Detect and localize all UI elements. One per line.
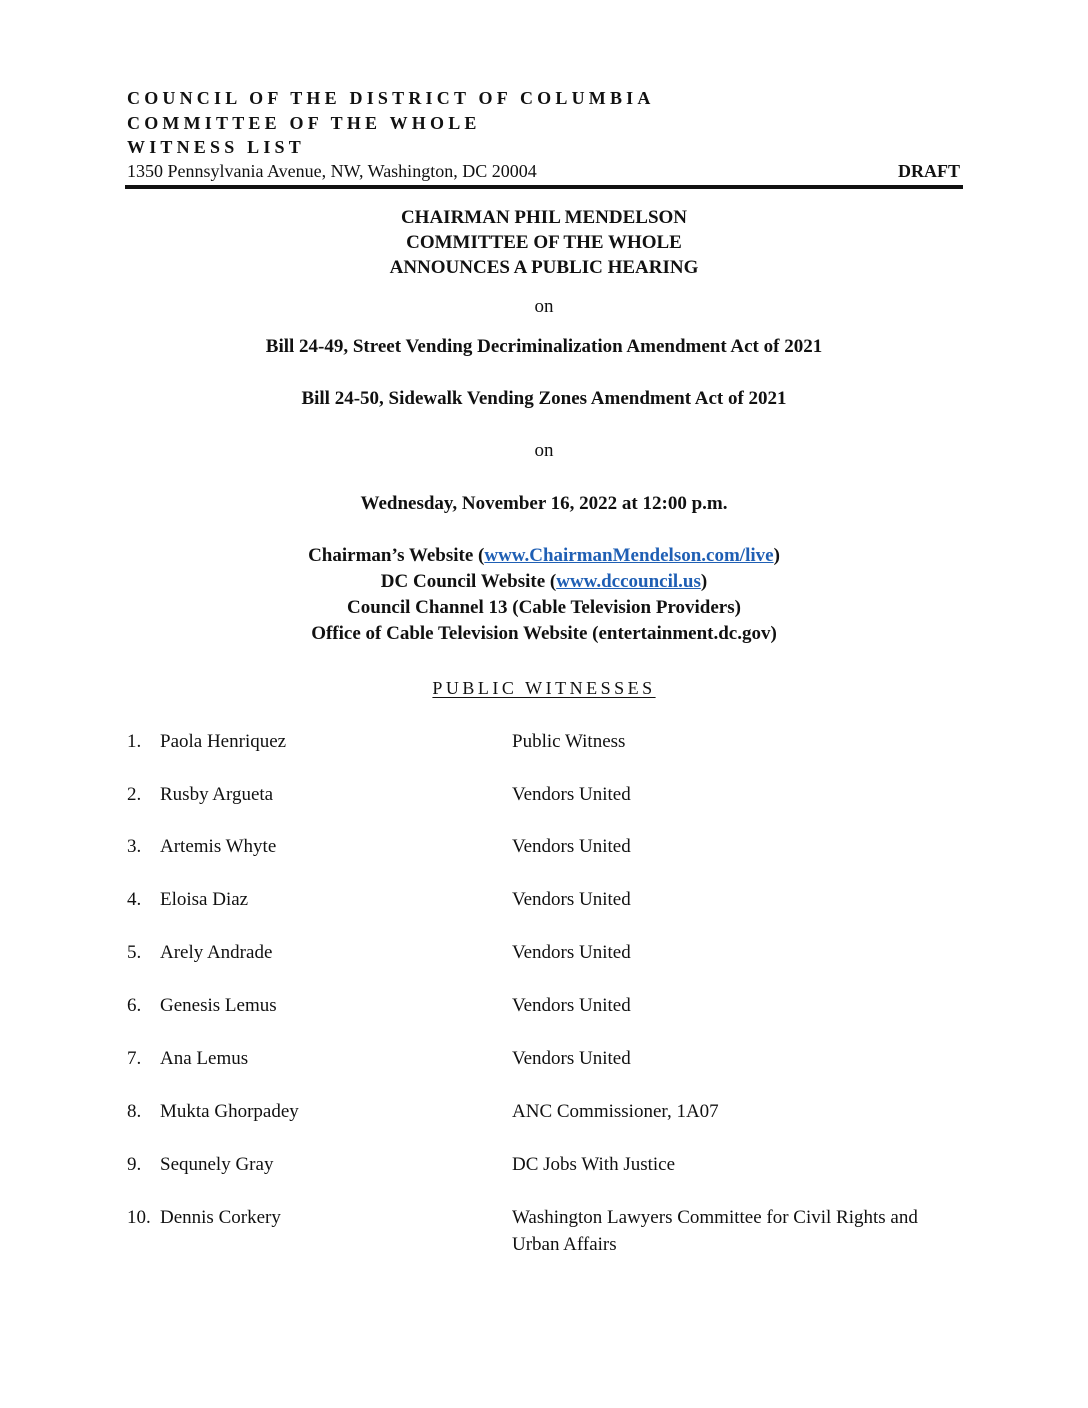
witness-row (0, 728, 1088, 788)
witness-number: 3. (127, 836, 142, 857)
on-text-1: on (534, 296, 554, 317)
witness-row (0, 992, 1088, 1052)
witness-number: 7. (127, 1048, 142, 1069)
witness-affiliation: Vendors United (512, 995, 631, 1016)
witness-affiliation: Vendors United (512, 942, 631, 963)
chairman-website-line (125, 543, 963, 568)
witness-number: 6. (127, 995, 142, 1016)
draft-label: DRAFT (898, 161, 960, 181)
witness-row (0, 781, 1088, 841)
witness-affiliation: Vendors United (512, 1048, 631, 1069)
witness-affiliation: Washington Lawyers Committee for Civil Rights and Urban Affairs (512, 1207, 918, 1255)
witness-number: 2. (127, 784, 142, 805)
witness-name: Arely Andrade (160, 942, 273, 963)
witness-name: Paola Henriquez (160, 731, 287, 752)
witness-name: Sequnely Gray (160, 1154, 274, 1175)
witness-affiliation: DC Jobs With Justice (512, 1154, 676, 1175)
witness-name: Dennis Corkery (160, 1207, 281, 1228)
council-website-suffix: ) (700, 571, 708, 592)
council-website-link[interactable]: www.dccouncil.us (556, 571, 701, 592)
chairman-website-link[interactable]: www.ChairmanMendelson.com/live (484, 545, 774, 566)
witness-number: 4. (127, 889, 142, 910)
witness-number: 10. (127, 1207, 151, 1228)
witness-row (0, 833, 1088, 893)
chairman-website-prefix: Chairman’s Website ( (308, 545, 485, 566)
witness-row (0, 939, 1088, 999)
council-website-prefix: DC Council Website ( (380, 571, 557, 592)
witness-affiliation: Vendors United (512, 784, 631, 805)
witness-row (0, 1204, 1088, 1264)
announcement-hearing: ANNOUNCES A PUBLIC HEARING (389, 257, 699, 278)
hearing-datetime: Wednesday, November 16, 2022 at 12:00 p.m. (360, 493, 728, 514)
witness-name: Genesis Lemus (160, 995, 277, 1016)
witness-number: 9. (127, 1154, 142, 1175)
witness-affiliation: Public Witness (512, 731, 626, 752)
header-divider (125, 185, 963, 189)
witness-number: 5. (127, 942, 142, 963)
witness-row (0, 886, 1088, 946)
witness-row (0, 1098, 1088, 1158)
letterhead-committee: COMMITTEE OF THE WHOLE (127, 113, 481, 133)
public-witnesses-heading-text: PUBLIC WITNESSES (432, 678, 656, 698)
bill-24-49: Bill 24-49, Street Vending Decriminalization Amendment Act of 2021 (265, 336, 823, 357)
witness-number: 8. (127, 1101, 142, 1122)
letterhead-council: COUNCIL OF THE DISTRICT OF COLUMBIA (127, 88, 655, 108)
letterhead-address: 1350 Pennsylvania Avenue, NW, Washington, DC 20004 (127, 161, 537, 181)
cable-website-line: Office of Cable Television Website (entertainment.dc.gov) (311, 623, 777, 644)
witness-name: Ana Lemus (160, 1048, 249, 1069)
chairman-website-suffix: ) (773, 545, 780, 566)
witness-name: Artemis Whyte (160, 836, 277, 857)
witness-affiliation: Vendors United (512, 836, 631, 857)
witness-affiliation: ANC Commissioner, 1A07 (512, 1101, 719, 1122)
witness-row (0, 1045, 1088, 1105)
council-channel-line: Council Channel 13 (Cable Television Providers) (347, 597, 741, 618)
letterhead-witness-list: WITNESS LIST (127, 137, 305, 157)
public-witnesses-heading (125, 676, 963, 700)
witness-affiliation: Vendors United (512, 889, 631, 910)
witness-name: Rusby Argueta (160, 784, 274, 805)
bill-24-50: Bill 24-50, Sidewalk Vending Zones Amendment Act of 2021 (301, 388, 787, 409)
witness-name: Eloisa Diaz (160, 889, 249, 910)
announcement-committee: COMMITTEE OF THE WHOLE (406, 232, 682, 253)
announcement-chairman: CHAIRMAN PHIL MENDELSON (400, 207, 688, 228)
council-website-line (125, 569, 963, 594)
on-text-2: on (534, 440, 554, 461)
witness-row (0, 1151, 1088, 1211)
witness-name: Mukta Ghorpadey (160, 1101, 299, 1122)
witness-number: 1. (127, 731, 142, 752)
